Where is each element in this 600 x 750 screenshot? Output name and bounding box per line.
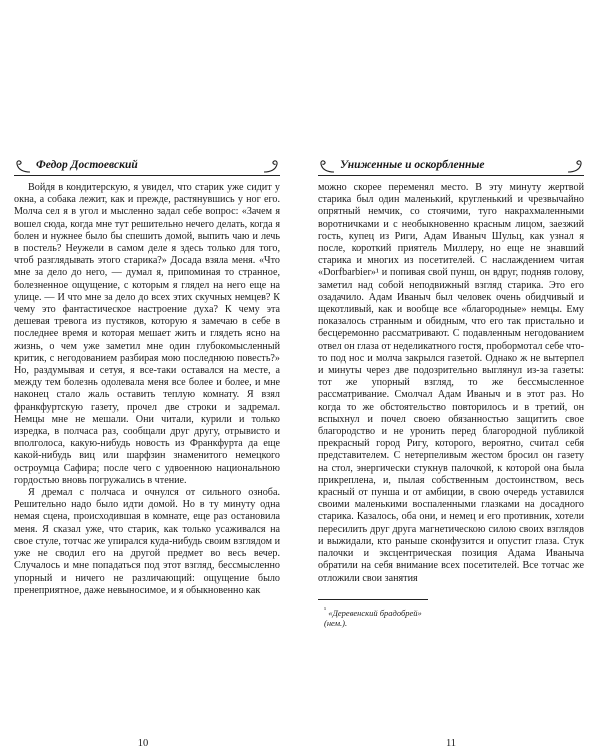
header-rule <box>14 175 280 176</box>
right-page <box>318 158 584 749</box>
footnote-mark: ¹ <box>324 605 327 614</box>
flourish-ornament-icon <box>318 158 336 174</box>
flourish-ornament-icon <box>14 158 32 174</box>
footnote <box>318 599 428 628</box>
header-rule <box>318 175 584 176</box>
left-page <box>14 158 280 749</box>
page-body <box>318 182 584 585</box>
page-body <box>14 182 280 597</box>
running-header <box>14 158 280 176</box>
footnote-body: «Деревенский брадобрей» (нем.). <box>324 607 422 628</box>
paragraph: Я дремал с полчаса и очнулся от сильного озноба. Решительно надо было идти домой. Но в ту минуту одна немая сцена, происходившая в комнате, еще раз остановила меня. Я сказал уже, что старик, как только усаживался на свое стуле, тотчас же упирался куда-нибудь своим взглядом и уже не сводил его на другой предмет во весь вечер. Случалось и мне попадаться под этот взгляд, бессмысленно упорный и ничего не различающий: ощущение было пренеприятное, даже невыносимое, и я обыкновенно как <box>14 487 280 596</box>
footnote-text <box>318 606 428 628</box>
flourish-ornament-icon <box>566 158 584 174</box>
paragraph: Войдя в кондитерскую, я увидел, что старик уже сидит у окна, а собака лежит, как и прежде, растянувшись у ног его. Молча сел я в угол и мысленно задал себе вопрос: «Зачем я вошел сюда, когда мне тут решительно нечего делать, когда я болен и нужнее было бы спешить домой, выпить чаю и лечь в постель? Неужели в самом деле я здесь только для того, чтоб разглядывать этого старика?» Досада взяла меня. «Что мне за дело до него, — думал я, припоминая то странное, болезненное ощущение, с которым я глядел на него еще на улице. — И что мне за дело до всех этих скучных немцев? К чему это фантастическое настроение духа? К чему эта дешевая тревога из пустяков, которую я замечаю в себе в последнее время и которая мешает жить и глядеть ясно на жизнь, о чем уже заметил мне один глубокомысленный критик, с негодованием разбирая мою последнюю повесть?» Но, раздумывая и сетуя, я все-таки оставался на месте, а между тем болезнь одолевала меня все более и более, и мне наконец стало жаль оставить теплую комнату. Я взял франкфуртскую газету, прочел две строки и задремал. Немцы мне не мешали. Они читали, курили и только изредка, в полчаса раз, сообщали друг другу, отрывисто и вполголоса, какую-нибудь новость из Франкфурта да еще какой-нибудь виц или шарфзин знаменитого немецкого остроумца Сафира; после чего с удвоенною национальною гордостью вновь погружались в чтение. <box>14 182 280 486</box>
page-number: 11 <box>445 738 457 749</box>
paragraph: можно скорее переменял место. В эту минуту жертвой старика был один маленький, кругленький и чрезвычайно опрятный немчик, со стоячими, туго накрахмаленными воротничками и с необыкновенно красным лицом, заезжий гость, купец из Риги, Адам Иваныч Шульц, как узнал я после, короткий приятель Миллеру, но еще не знавший старика и многих из посетителей. С наслаждением читая «Dorfbarbier»¹ и попивая свой пунш, он вдруг, подняв голову, заметил над собой неподвижный взгляд старика. Это его озадачило. Адам Иваныч был человек очень обидчивый и щекотливый, как и вообще все «благородные» немцы. Ему показалось странным и обидным, что его так пристально и бесцеремонно рассматривают. С подавленным негодованием отвел он глаза от неделикатного гостя, пробормотал себе что-то под нос и молча закрылся газетой. Однако ж не вытерпел и минуты через две подозрительно выглянул из-за газеты: тот же упорный взгляд, то же бессмысленное рассматривание. Смолчал Адам Иваныч и в этот раз. Но когда то же обстоятельство повторилось и в третий, он вспыхнул и почел своею обязанностью защитить свое благородство и не уронить перед благородной публикой прекрасный город Ригу, которого, вероятно, считал себя представителем. С нетерпеливым жестом бросил он газету на стол, энергически стукнув палочкой, к которой она была прикреплена, и, пылая собственным достоинством, весь красный от пунша и от амбиции, в свою очередь уставился своими маленькими воспаленными глазками на досадного старика. Казалось, оба они, и немец и его противник, хотели пересилить друг друга магнетическою силою своих взглядов и выжидали, кто раньше сконфузится и опустит глаза. Стук палочки и эксцентрическая позиция Адама Иваныча обратили на себя внимание всех посетителей. Все тотчас же отложили свои занятия <box>318 182 584 584</box>
running-header-title: Федор Достоевский <box>36 159 138 171</box>
running-header <box>318 158 584 176</box>
page-number: 10 <box>137 738 149 749</box>
running-header-title: Униженные и оскорбленные <box>340 159 485 171</box>
flourish-ornament-icon <box>262 158 280 174</box>
